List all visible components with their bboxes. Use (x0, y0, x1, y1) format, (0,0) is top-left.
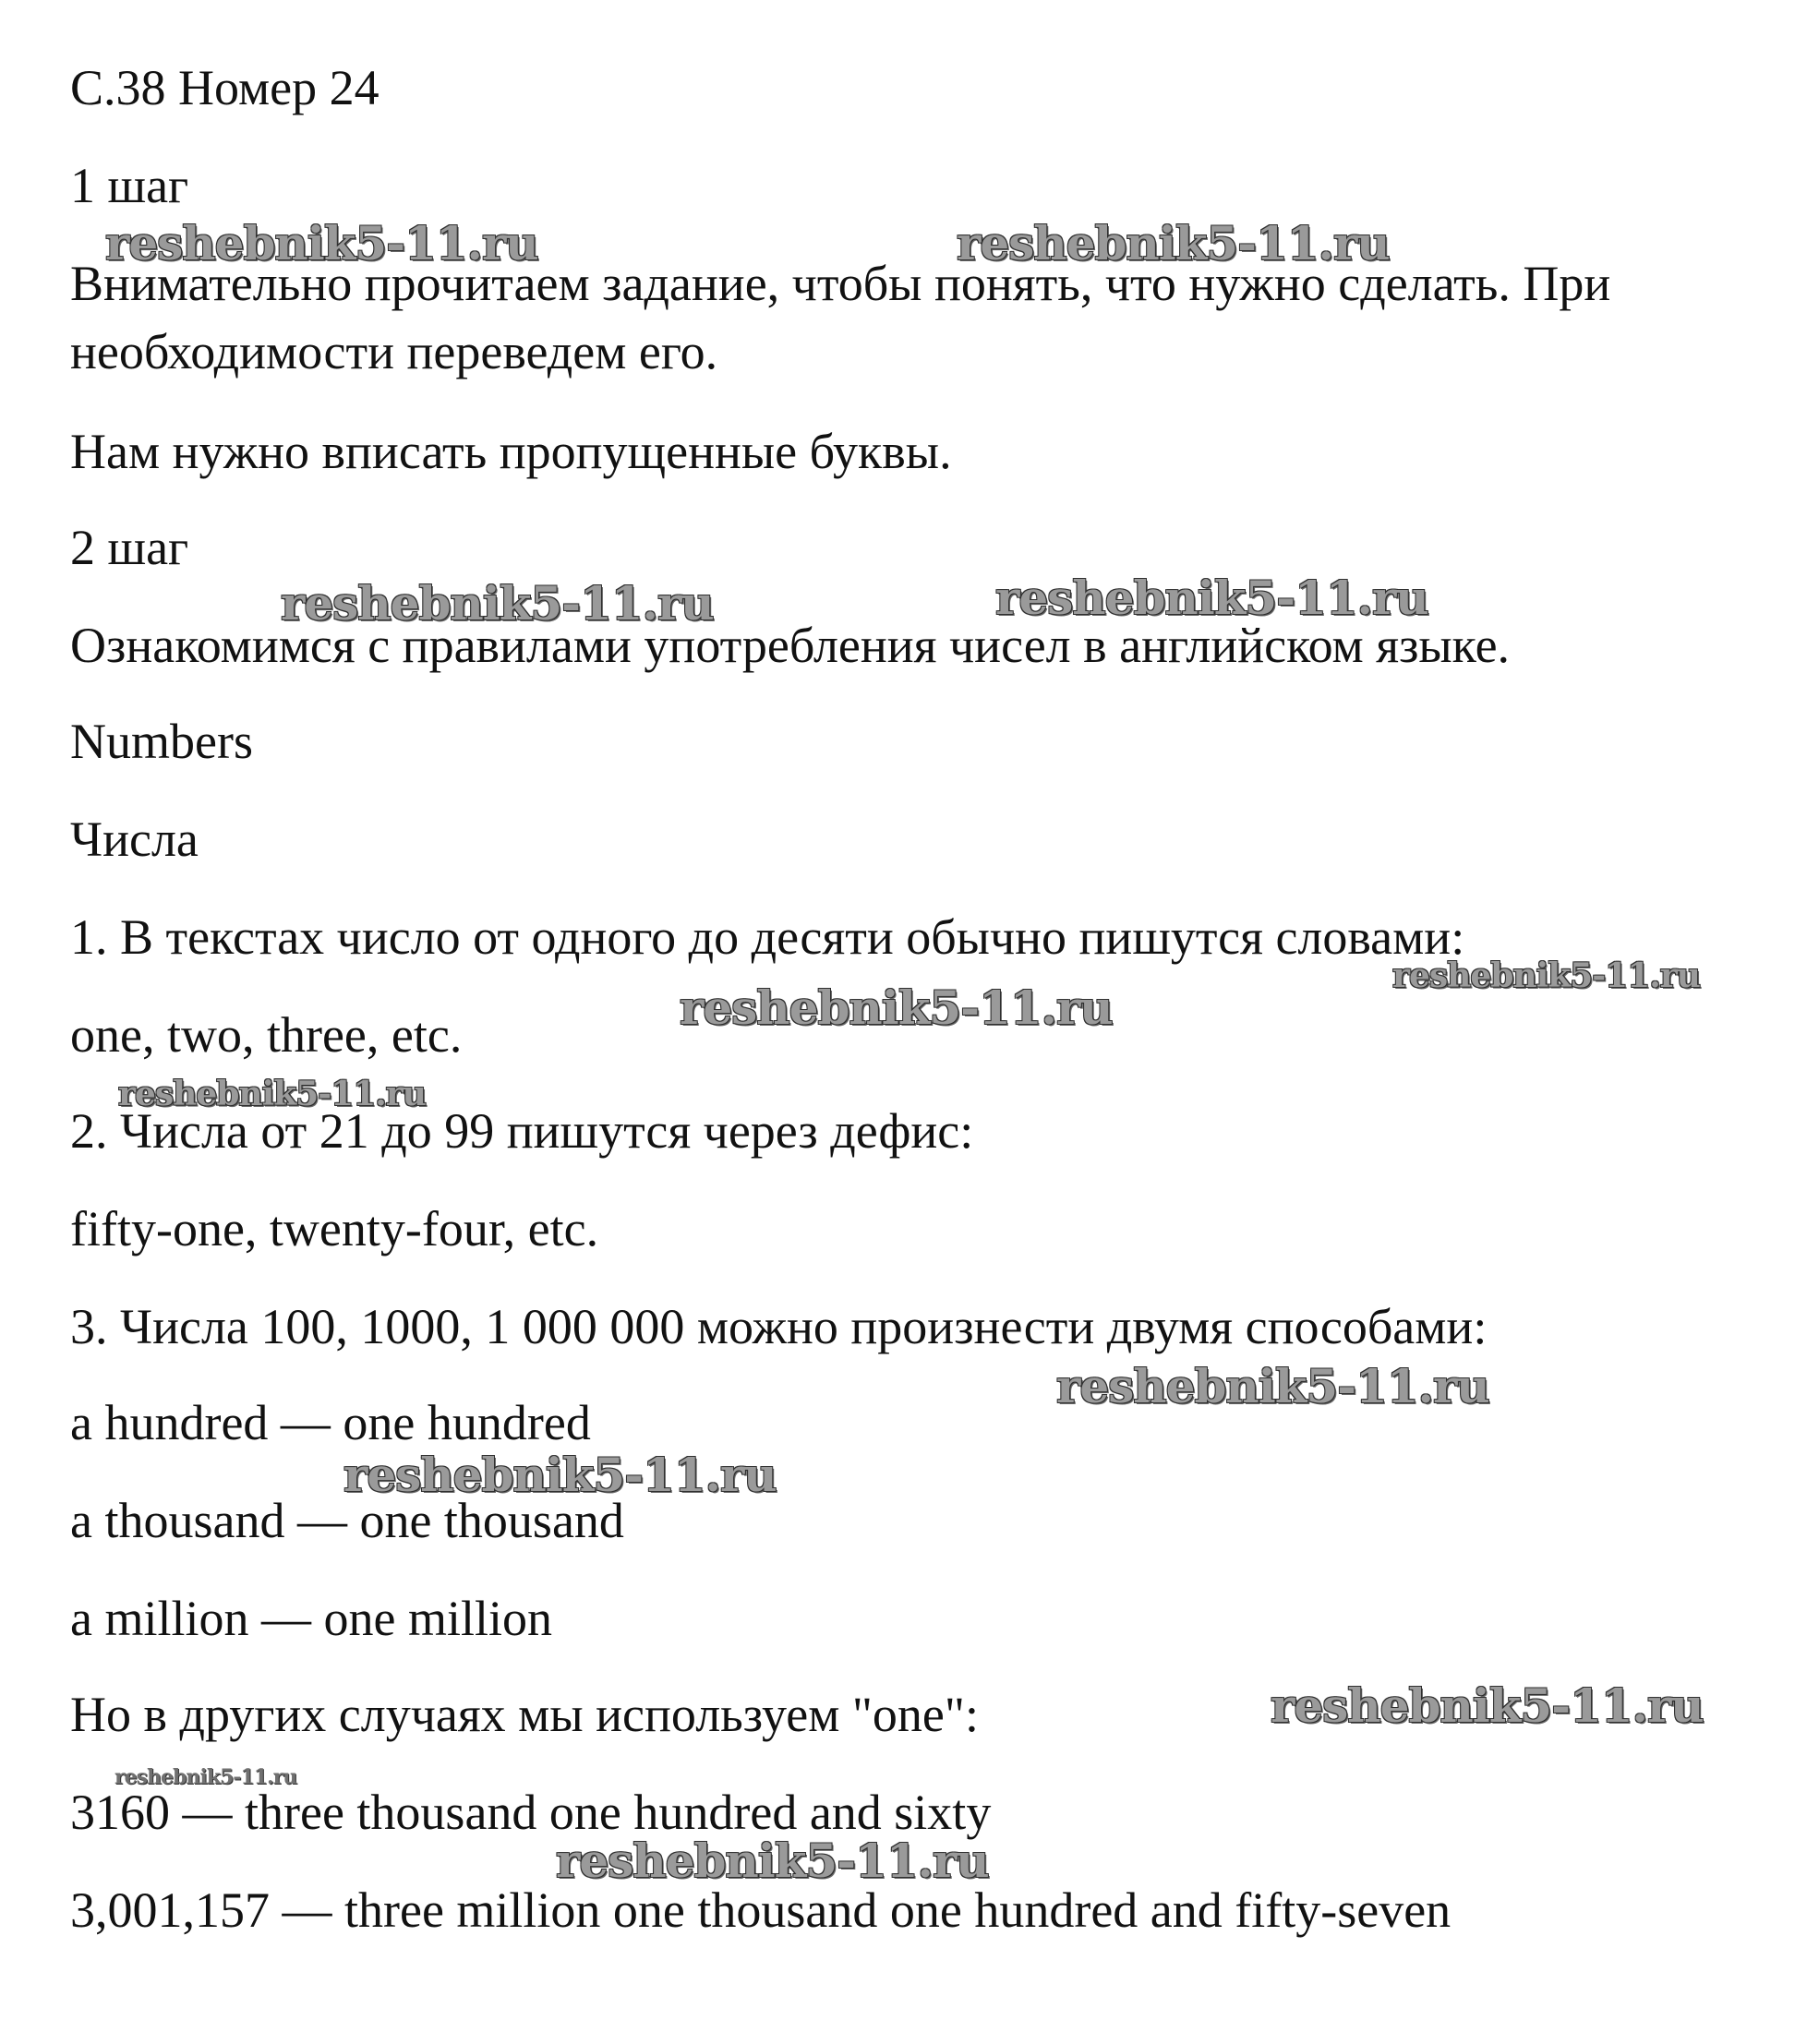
page-heading: С.38 Номер 24 (70, 60, 379, 115)
watermark: reshebnik5-11.ru (680, 980, 1113, 1035)
watermark: reshebnik5-11.ru (281, 576, 714, 631)
example-line: fifty-one, twenty-four, etc. (70, 1201, 599, 1256)
watermark: reshebnik5-11.ru (343, 1448, 777, 1502)
text-line: необходимости переведем его. (70, 324, 718, 379)
watermark: reshebnik5-11.ru (995, 571, 1428, 625)
section-title: Numbers (70, 714, 253, 769)
text-line: Внимательно прочитаем задание, чтобы понять, что нужно сделать. При (70, 256, 1611, 311)
watermark: reshebnik5-11.ru (957, 216, 1390, 271)
watermark: reshebnik5-11.ru (105, 216, 538, 271)
watermark: reshebnik5-11.ru (1056, 1359, 1489, 1413)
step-1-heading: 1 шаг (70, 158, 189, 213)
rule-item: 1. В текстах число от одного до десяти обычно пишутся словами: (70, 909, 1465, 965)
watermark: reshebnik5-11.ru (1271, 1678, 1704, 1733)
text-line: Нам нужно вписать пропущенные буквы. (70, 424, 952, 479)
example-line: one, two, three, etc. (70, 1007, 463, 1063)
section-title: Числа (70, 812, 199, 867)
example-line: a hundred — one hundred (70, 1395, 591, 1450)
example-line: 3160 — three thousand one hundred and sixty (70, 1785, 992, 1840)
watermark: reshebnik5-11.ru (1392, 956, 1700, 995)
example-line: 3,001,157 — three million one thousand one hundred and fifty-seven (70, 1882, 1452, 1938)
text-line: Ознакомимся с правилами употребления чисел в английском языке. (70, 618, 1511, 673)
watermark: reshebnik5-11.ru (118, 1075, 426, 1113)
example-line: a million — one million (70, 1591, 552, 1646)
text-line: Но в других случаях мы используем "one": (70, 1687, 979, 1742)
rule-item: 2. Числа от 21 до 99 пишутся через дефис: (70, 1103, 974, 1159)
rule-item: 3. Числа 100, 1000, 1 000 000 можно произнести двумя способами: (70, 1299, 1488, 1354)
step-2-heading: 2 шаг (70, 520, 189, 575)
example-line: a thousand — one thousand (70, 1493, 624, 1548)
watermark: reshebnik5-11.ru (114, 1765, 297, 1789)
watermark: reshebnik5-11.ru (556, 1834, 989, 1888)
